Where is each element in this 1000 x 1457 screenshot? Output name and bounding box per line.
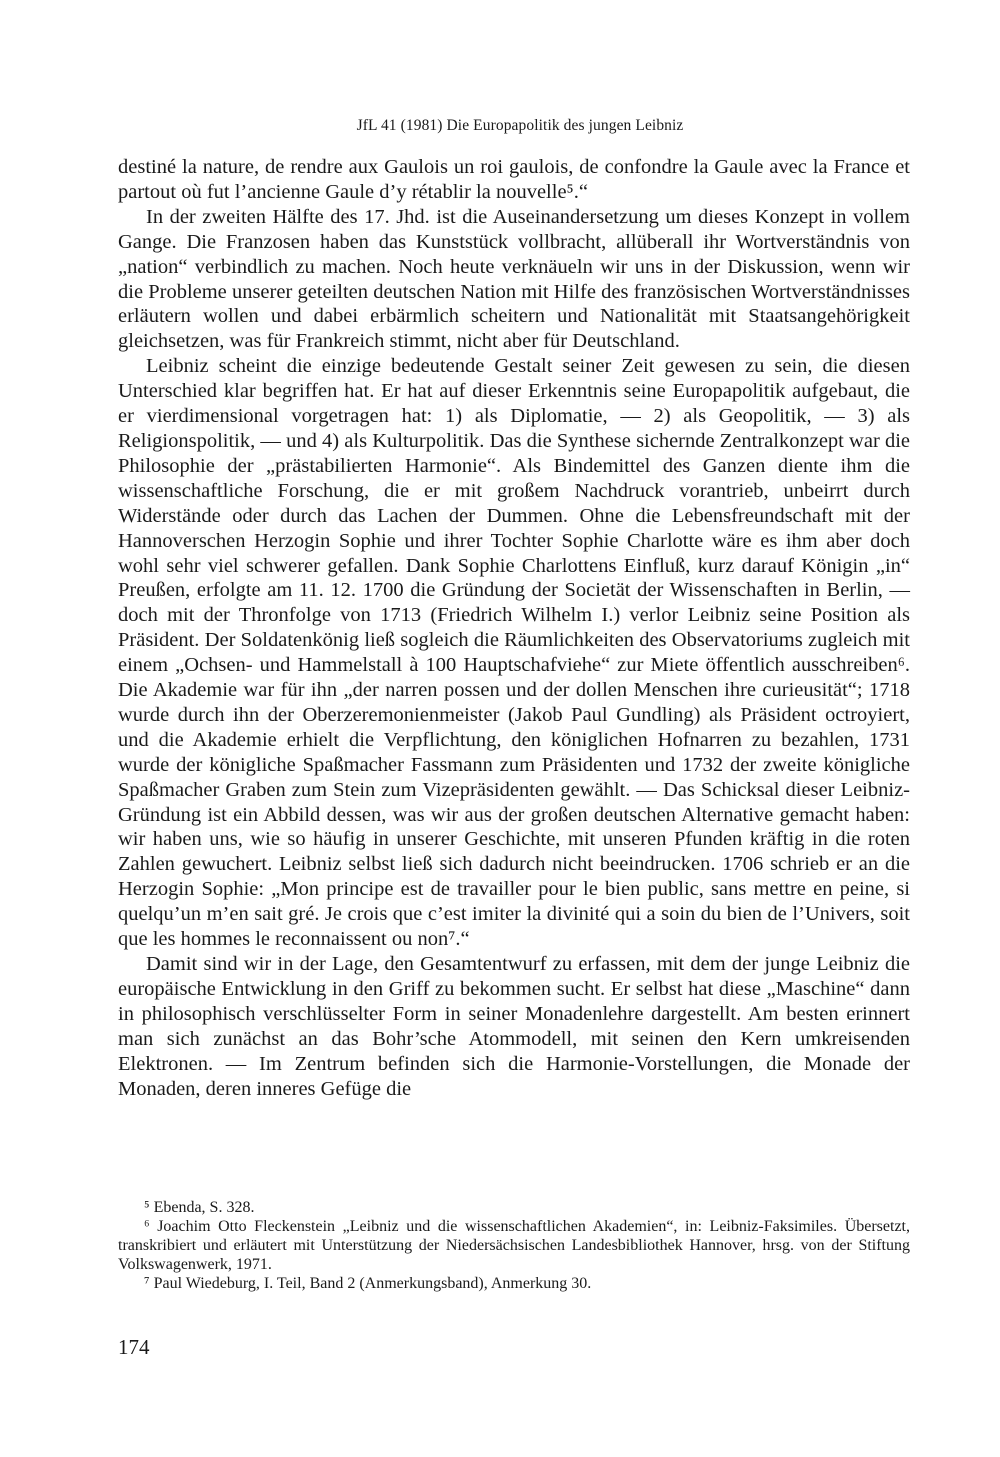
footnote-7: ⁷ Paul Wiedeburg, I. Teil, Band 2 (Anmerkungsband), Anmerkung 30.: [144, 1275, 592, 1292]
running-header: JfL 41 (1981) Die Europapolitik des jungen Leibniz: [356, 117, 684, 134]
footnotes: [118, 1198, 910, 1293]
footnote-6: ⁶ Joachim Otto Fleckenstein „Leibniz und die wissenschaftlichen Akademien“, in: Leibniz-Faksimiles. Übersetzt, transkribiert und erläutert mit Unterstützung der Niedersächsischen Landesbibliothek Hannover, hrsg. von der Stiftung Volkswagenwerk, 1971.: [118, 1218, 910, 1273]
page-number: 174: [118, 1335, 150, 1359]
paragraph-leibniz-europapolitik: Leibniz scheint die einzige bedeutende Gestalt seiner Zeit gewesen zu sein, die diesen Unterschied klar begriffen hat. Er hat auf dieser Erkenntnis seine Europapolitik aufgebaut, die er vierdimensional vorgetragen hat: 1) als Diplomatie, — 2) als Geopolitik, — 3) als Religionspolitik, — und 4) als Kulturpolitik. Das die Synthese sichernde Zentralkonzept war die Philosophie der „prästabilierten Harmonie“. Als Bindemittel des Ganzen diente ihm die wissenschaftliche Forschung, die er mit großem Nachdruck vorantrieb, unbeirrt durch Widerstände oder durch das Lachen der Dummen. Ohne die Lebensfreundschaft mit der Hannoverschen Herzogin Sophie und ihrer Tochter Sophie Charlotte wäre es ihm aber doch wohl sehr viel schwerer gefallen. Dank Sophie Charlottens Einfluß, kurz darauf Königin „in“ Preußen, erfolgte am 11. 12. 1700 die Gründung der Societät der Wissenschaften in Berlin, — doch mit der Thronfolge von 1713 (Friedrich Wilhelm I.) verlor Leibniz seine Position als Präsident. Der Soldatenkönig ließ sogleich die Räumlichkeiten des Observatoriums zugleich mit einem „Ochsen- und Hammelstall à 100 Hauptschafviehe“ zur Miete öffentlich ausschreiben⁶. Die Akademie war für ihn „der narren possen und der dollen Menschen ihre curieusität“; 1718 wurde durch ihn der Oberzeremonienmeister (Jakob Paul Gundling) als Präsident octroyiert, und die Akademie erhielt die Verpflichtung, den königlichen Hofnarren zu bezahlen, 1731 wurde der königliche Spaßmacher Fassmann zum Präsidenten und 1732 der zweite königliche Spaßmacher Graben zum Stein zum Vizepräsidenten gewählt. — Das Schicksal dieser Leibniz-Gründung ist ein Abbild dessen, was wir aus der großen deutschen Alternative gemacht haben: wir haben uns, wie so häufig in unserer Geschichte, mit unseren Pfunden kräftig in die roten Zahlen gewuchert. Leibniz selbst ließ sich dadurch nicht beeindrucken. 1706 schrieb er an die Herzogin Sophie: „Mon principe est de travailler pour le bien public, sans mettre en peine, si quelqu’un m’en sait gré. Je crois que c’est imiter la divinité qui a soin du bien de l’Univers, soit que les hommes le reconnaissent ou non⁷.“: [118, 355, 910, 951]
footnote-5: ⁵ Ebenda, S. 328.: [144, 1199, 255, 1216]
main-text: [118, 155, 910, 1101]
paragraph-quote-end: destiné la nature, de rendre aux Gaulois un roi gaulois, de confondre la Gaule avec la France et partout où fut l’ancienne Gaule d’y rétablir la nouvelle⁵.“: [118, 156, 910, 203]
paragraph-gesamtentwurf: Damit sind wir in der Lage, den Gesamtentwurf zu erfassen, mit dem der junge Leibniz die europäische Entwicklung in den Griff zu bekommen sucht. Er selbst hat diese „Maschine“ dann in philosophisch verschlüsselter Form in seiner Monadenlehre dargestellt. Am besten erinnert man sich zunächst an das Bohr’sche Atommodell, mit seinen den Kern umkreisenden Elektronen. — Im Zentrum befinden sich die Harmonie-Vorstellungen, die Monade der Monaden, deren inneres Gefüge die: [118, 953, 910, 1100]
paragraph-nation: In der zweiten Hälfte des 17. Jhd. ist die Auseinandersetzung um dieses Konzept in vollem Gange. Die Franzosen haben das Kunststück vollbracht, allüberall ihr Wortverständnis von „nation“ verbindlich zu machen. Noch heute verknäueln wir uns in der Diskussion, wenn wir die Probleme unserer geteilten deutschen Nation mit Hilfe des französischen Wortverständnisses erläutern wollen und dabei erbärmlich scheitern und Nationalität mit Staatsangehörigkeit gleichsetzen, was für Frankreich stimmt, nicht aber für Deutschland.: [118, 205, 910, 353]
